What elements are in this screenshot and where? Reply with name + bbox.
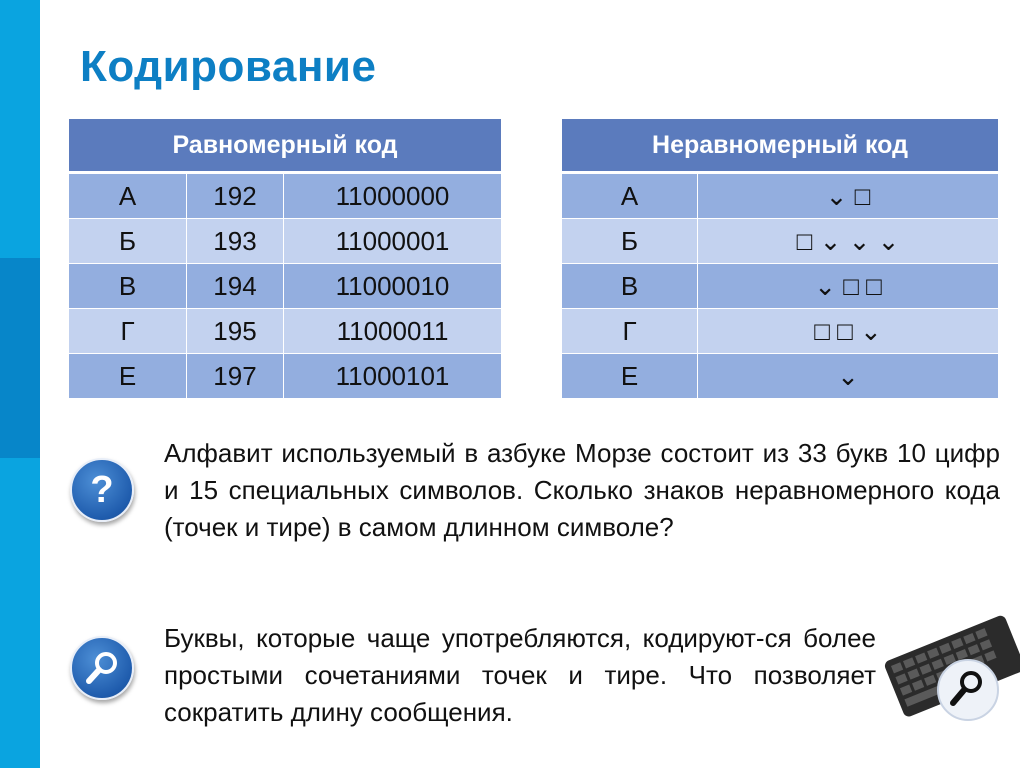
decimal-cell: 195 xyxy=(187,309,284,354)
table-row xyxy=(562,309,999,354)
slide-title: Кодирование xyxy=(80,42,377,91)
question-text: Алфавит используемый в азбуке Морзе состоит из 33 букв 10 цифр и 15 специальных символов. Сколько знаков неравномерного кода (точек и тире) в самом длинном символе? xyxy=(164,438,1000,542)
letter-cell: Е xyxy=(562,354,698,399)
table-row xyxy=(69,354,502,399)
hint-text: Буквы, которые чаще употребляются, кодируют-ся более простыми сочетаниями точек и тире. Что позволяет сократить длину сообщения. xyxy=(164,623,876,727)
decimal-cell: 193 xyxy=(187,219,284,264)
letter-cell: В xyxy=(562,264,698,309)
table-row xyxy=(562,219,999,264)
morse-code-cell: □ ⌄ ⌄ ⌄ xyxy=(698,219,999,264)
binary-cell: 11000010 xyxy=(284,264,502,309)
keyboard-magnifier-icon xyxy=(880,608,1020,728)
uniform-code-table xyxy=(68,118,502,399)
table-row xyxy=(562,354,999,399)
letter-cell: А xyxy=(562,173,698,219)
nonuniform-code-table xyxy=(561,118,999,399)
letter-cell: Б xyxy=(562,219,698,264)
table-row xyxy=(69,309,502,354)
morse-code-cell: □ □ ⌄ xyxy=(698,309,999,354)
decimal-cell: 197 xyxy=(187,354,284,399)
letter-cell: А xyxy=(69,173,187,219)
morse-code-cell: ⌄ □ □ xyxy=(698,264,999,309)
nonuniform-code-header: Неравномерный код xyxy=(562,119,999,173)
table-row xyxy=(69,219,502,264)
binary-cell: 11000001 xyxy=(284,219,502,264)
side-accent-bar-highlight xyxy=(0,258,40,458)
uniform-code-header: Равномерный код xyxy=(69,119,502,173)
letter-cell: Г xyxy=(562,309,698,354)
binary-cell: 11000000 xyxy=(284,173,502,219)
binary-cell: 11000011 xyxy=(284,309,502,354)
morse-code-cell: ⌄ □ xyxy=(698,173,999,219)
letter-cell: Б xyxy=(69,219,187,264)
table-row xyxy=(562,264,999,309)
binary-cell: 11000101 xyxy=(284,354,502,399)
morse-code-cell: ⌄ xyxy=(698,354,999,399)
letter-cell: Г xyxy=(69,309,187,354)
table-row xyxy=(562,173,999,219)
decimal-cell: 192 xyxy=(187,173,284,219)
table-row xyxy=(69,173,502,219)
question-mark-icon: ? xyxy=(70,458,134,522)
letter-cell: В xyxy=(69,264,187,309)
magnifier-icon xyxy=(70,636,134,700)
letter-cell: Е xyxy=(69,354,187,399)
decimal-cell: 194 xyxy=(187,264,284,309)
table-row xyxy=(69,264,502,309)
